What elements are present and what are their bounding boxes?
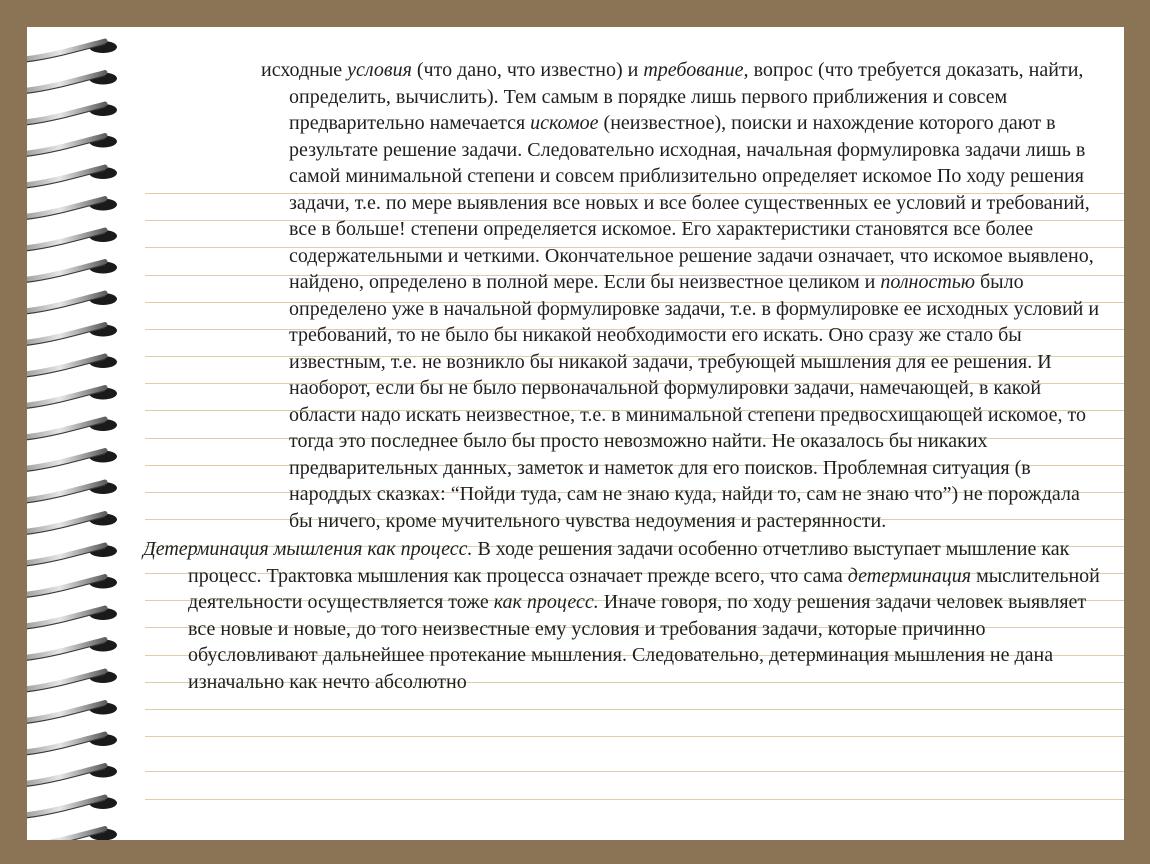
ruled-line [145, 771, 1124, 772]
italic-term: полностью [880, 271, 975, 293]
spiral-coil [27, 199, 117, 220]
spiral-coil [27, 293, 117, 314]
spiral-coil [27, 671, 117, 692]
spiral-coil [27, 608, 117, 629]
text-run: Иначе говоря, по ходу решения задачи человек выявляет все новые и новые, до того неизвестные ему условия и требования задачи, которые причинно обусловливают дальнейшее протекание мышления. Следовательно, детерминация мышления не дана изначально как нечто абсолютно [188, 591, 1087, 693]
spiral-coil [27, 41, 117, 62]
italic-term: как процесс. [493, 591, 599, 613]
text-run: (что дано, что известно) и [411, 59, 644, 81]
ruled-line [145, 709, 1124, 710]
italic-term: детерминация [847, 564, 972, 587]
text-run: мыслительной деятельности осуществляется тоже [188, 564, 1100, 613]
spiral-coil [27, 577, 117, 598]
paragraph-problem-statement [141, 57, 1101, 534]
ruled-line [145, 799, 1124, 800]
ruled-line [145, 736, 1124, 737]
spiral-coil [27, 104, 117, 125]
spiral-coil [27, 356, 117, 377]
spiral-coil [27, 829, 117, 841]
italic-term: искомое [530, 112, 599, 134]
spiral-coil [27, 419, 117, 440]
section-heading: Детерминация мышления как процесс. [143, 538, 473, 560]
spiral-coil [27, 230, 117, 251]
paragraph-thinking-determination [141, 536, 1101, 695]
text-run: вопрос (что требуется доказать, найти, определить, вычислить). Тем самым в порядке лишь первого приближения и совсем предварительно намечается [289, 59, 1084, 134]
spiral-coil [27, 451, 117, 472]
italic-term: условия [347, 59, 412, 81]
spiral-coil [27, 136, 117, 157]
text-run: (неизвестное), поиски и нахождение которого дают в результате решение задачи. Следовательно исходная, начальная формулировка задачи лишь в самой минимальной степени и совсем приблизительно определяет искомое По ходу решения задачи, т.е. по мере выявления все новых и все более существенных ее условий и требований, все в больше! степени определяется искомое. Его характеристики становятся все более содержательными и четкими. Окончательное решение задачи означает, что искомое выявлено, найдено, определено в полной мере. Если бы неизвестное целиком и [289, 112, 1094, 293]
spiral-coil [27, 640, 117, 661]
spiral-coil [27, 325, 117, 346]
text-run: В ходе решения задачи особенно отчетливо выступает мышление как процесс. Трактовка мышления как процесса означает прежде всего, что сама [188, 538, 1070, 587]
spiral-coil [27, 482, 117, 503]
spiral-coil [27, 514, 117, 535]
text-run: было определено уже в начальной формулировке задачи, т.е. в формулировке ее исходных условий и требований, то не было бы никакой необходимости его искать. Оно сразу же стало бы известным, т.е. не возникло бы никакой задачи, требующей мышления для ее решения. И наоборот, если бы не было первоначальной формулировки задачи, намечающей, в какой области надо искать неизвестное, т.е. в минимальной степени предвосхищающей искомое, то тогда это последнее было бы просто невозможно найти. Не оказалось бы никаких предварительных данных, заметок и наметок для его поисков. Проблемная ситуация (в народдых сказках: “Пойди туда, сам не знаю куда, найди то, сам не знаю что”) не порождала бы ничего, кроме мучительного чувства недоумения и растерянности. [289, 271, 1100, 532]
spiral-coil [27, 703, 117, 724]
notebook-page [27, 27, 1124, 840]
spiral-coil [27, 167, 117, 188]
spiral-coil [27, 734, 117, 755]
spiral-coil [27, 388, 117, 409]
spiral-coil [27, 766, 117, 787]
spiral-coil [27, 545, 117, 566]
spiral-coil [27, 262, 117, 283]
text-run: исходные [261, 59, 348, 81]
body-text [141, 57, 1101, 695]
italic-term: требование, [643, 59, 749, 81]
spiral-coil [27, 73, 117, 94]
spiral-coil [27, 797, 117, 818]
spiral-binding [27, 27, 147, 840]
